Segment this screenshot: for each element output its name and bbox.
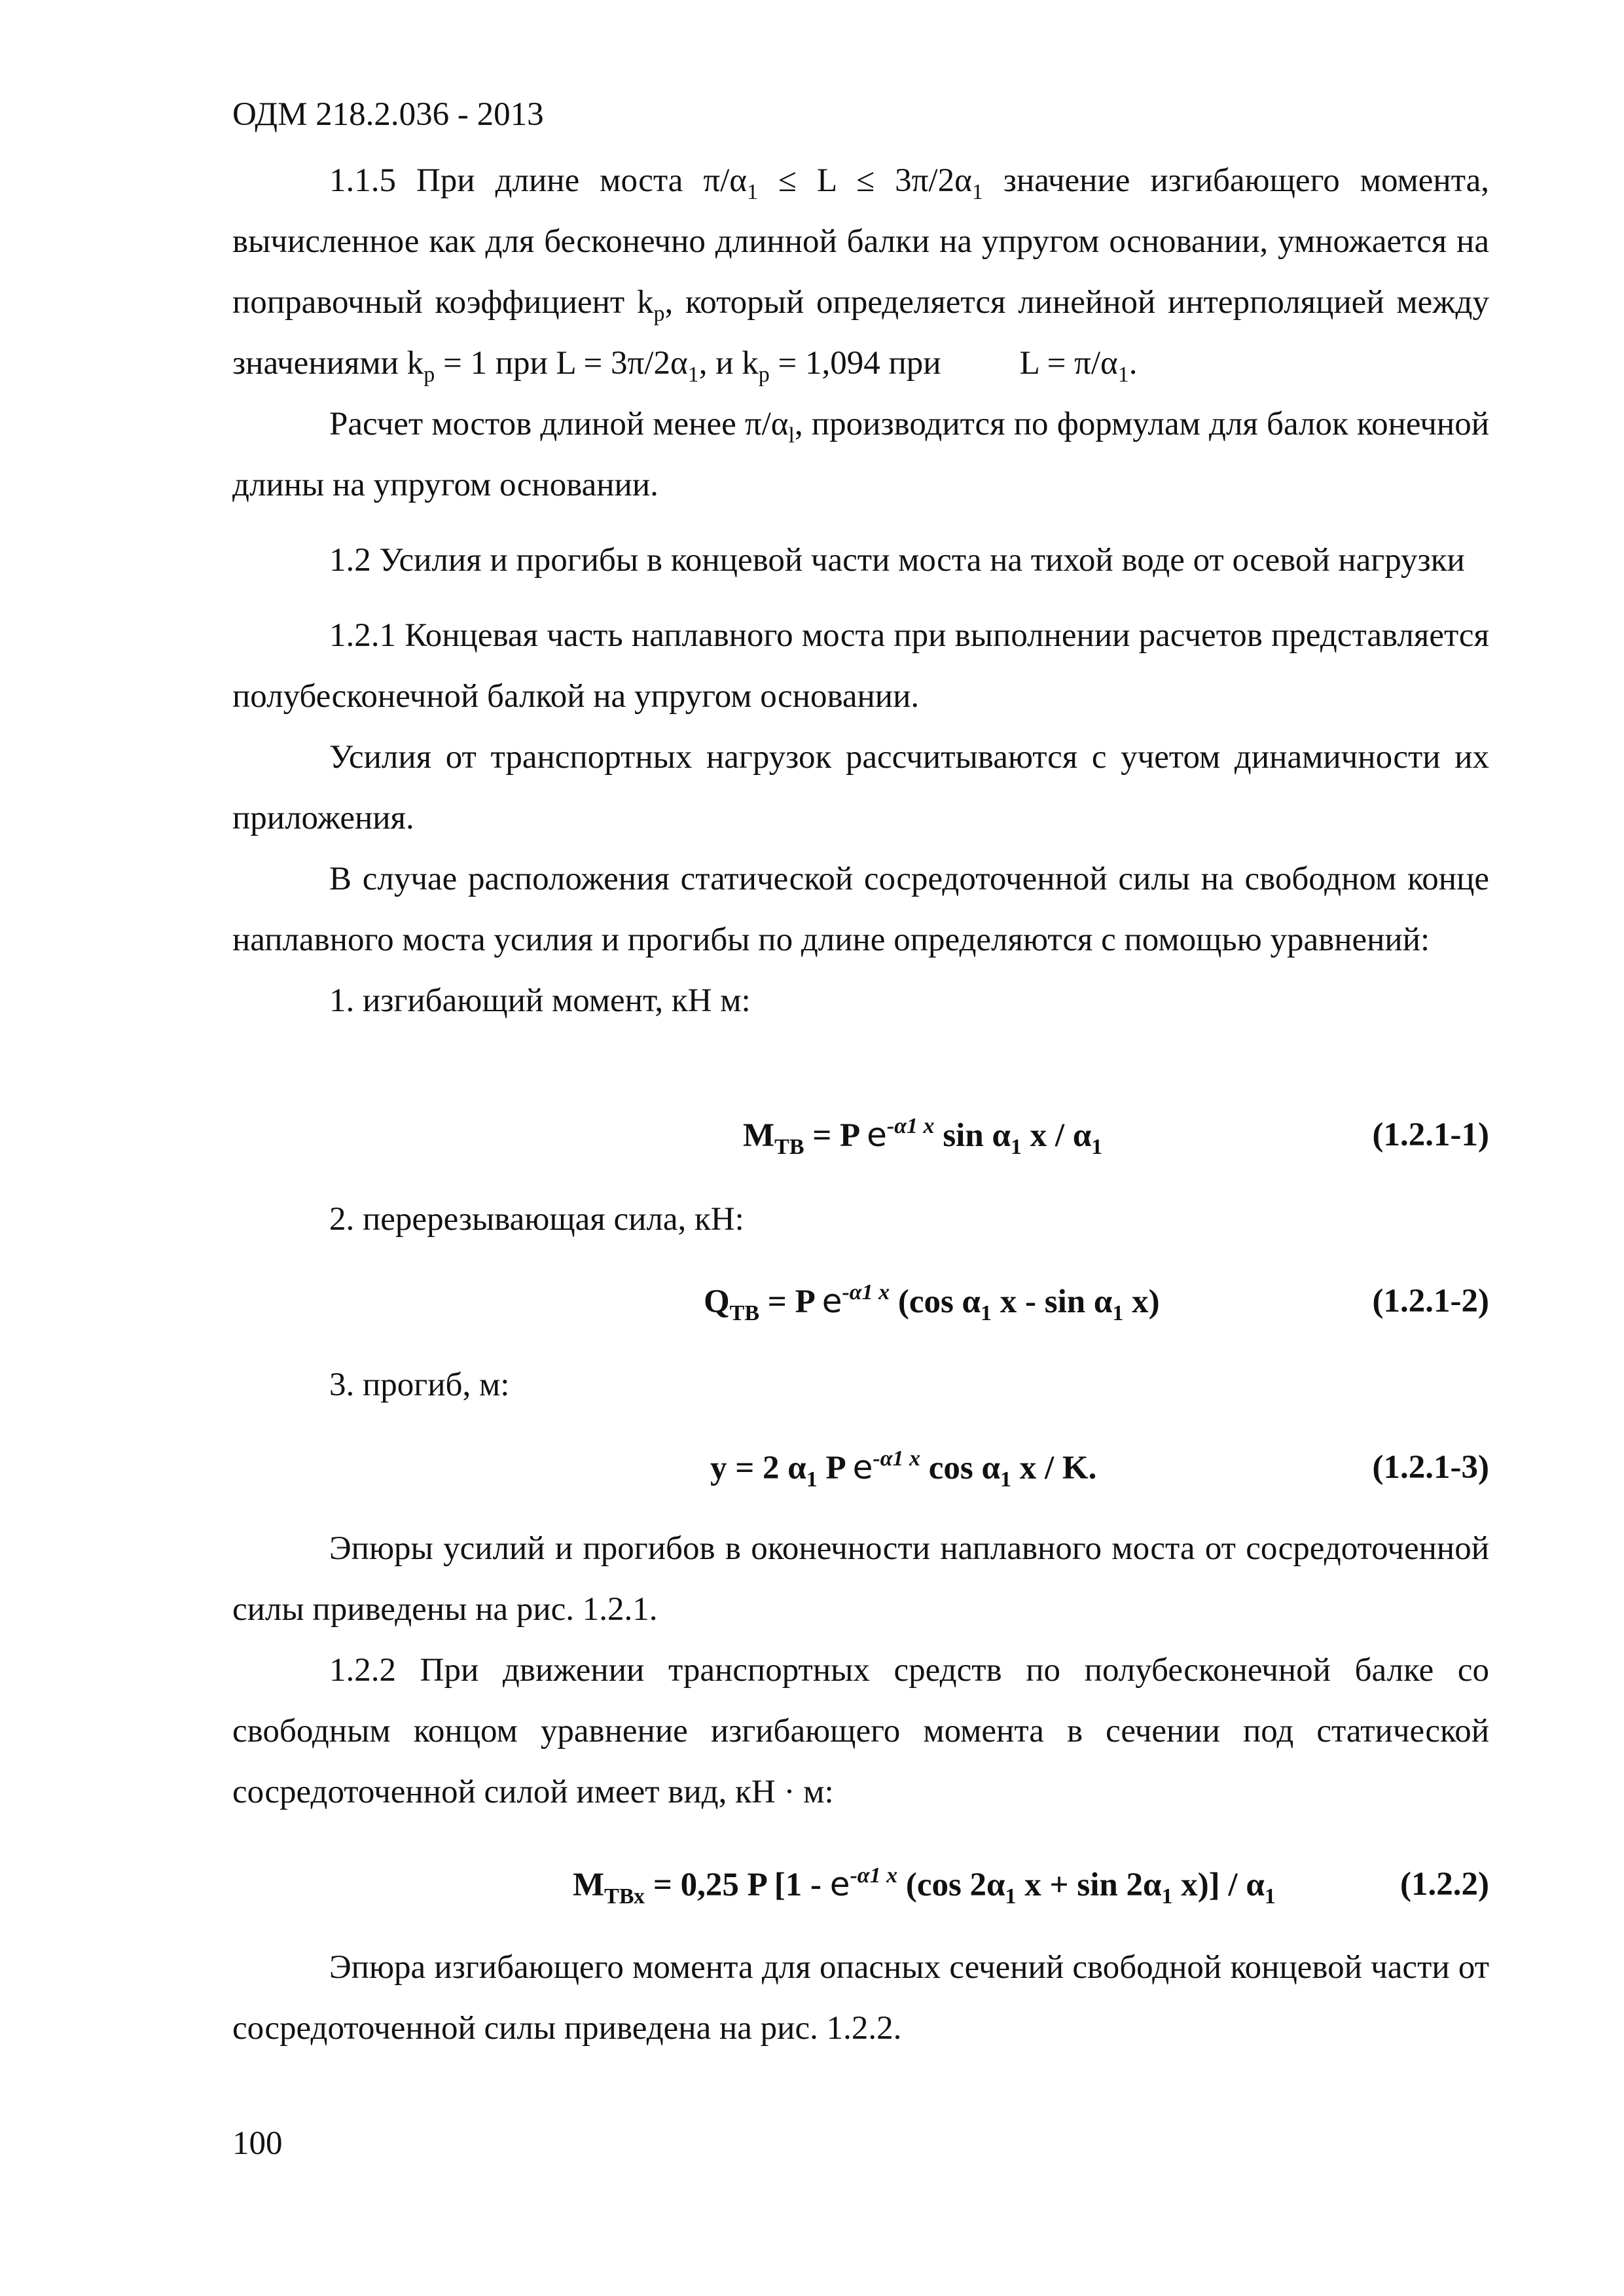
formula-number: (1.2.1-1) xyxy=(1372,1117,1489,1153)
page-number: 100 xyxy=(232,2125,283,2162)
text-item-2 xyxy=(232,1189,1489,1250)
text-block-top xyxy=(232,151,1489,1031)
paragraph-dangerous-sections: Эпюра изгибающего момента для опасных сечений свободной концевой части от сосредоточенной силы приведена на рис. 1.2.2. xyxy=(232,1949,1489,2047)
paragraph-1-1-5: 1.1.5 При длине моста $\pi/\alpha_1 \le L \le 3\pi/2\alpha_1$ значение изгибающего момента, вычисленное как для бесконечно длинной балки на упругом основании, умножается на поправочный коэффициент $k_p$, который определяется линейной интерполяцией между значениями $k_p = 1$ при $L = 3\pi/2\alpha_1$, и $k_p = 1,094$ при $L = \pi/\alpha_1$. xyxy=(232,162,1489,387)
formula-expression: $Q_{ТВ} = P$ $e^{-\alpha 1 x}$ (cos $\alpha_1$ x - $\sin \alpha_1$ x) xyxy=(704,1280,1160,1325)
item-shear-force: 2. перерезывающая сила, кН: xyxy=(329,1201,744,1238)
paragraph-diagrams-ref: Эпюры усилий и прогибов в оконечности наплавного моста от сосредоточенной силы приведены на рис. 1.2.1. xyxy=(232,1530,1489,1628)
section-heading-1-2: 1.2 Усилия и прогибы в концевой части моста на тихой воде от осевой нагрузки xyxy=(329,542,1465,579)
document-code-header: ОДМ 218.2.036 - 2013 xyxy=(232,96,544,133)
formula-expression: $M_{ТВ} = P$ $e^{-\alpha 1 x}$ $\sin \alpha_1$ x / $\alpha_1$ xyxy=(743,1114,1103,1159)
text-block-middle xyxy=(232,1518,1489,1823)
formula-1-2-1-2 xyxy=(232,1271,1489,1332)
text-block-bottom xyxy=(232,1937,1489,2059)
item-deflection: 3. прогиб, м: xyxy=(329,1367,510,1403)
paragraph-equations-intro: В случае расположения статической сосредоточенной силы на свободном конце наплавного моста усилия и прогибы по длине определяются с помощью уравнений: xyxy=(232,861,1489,958)
formula-expression: y = 2 $\alpha_1$ P $e^{-\alpha 1 x}$ $\cos \alpha_1$ x / K. xyxy=(710,1446,1097,1492)
text-item-3 xyxy=(232,1355,1489,1416)
formula-number: (1.2.2) xyxy=(1400,1866,1489,1903)
formula-1-2-2 xyxy=(232,1854,1489,1915)
formula-number: (1.2.1-3) xyxy=(1372,1449,1489,1486)
item-bending-moment: 1. изгибающий момент, кН м: xyxy=(329,982,751,1019)
formula-number: (1.2.1-2) xyxy=(1372,1283,1489,1319)
formula-1-2-1-3 xyxy=(232,1437,1489,1498)
formula-1-2-1-1 xyxy=(232,1105,1489,1166)
paragraph-1-2-1: 1.2.1 Концевая часть наплавного моста при выполнении расчетов представляется полубесконечной балкой на упругом основании. xyxy=(232,617,1489,715)
paragraph-1-2-2: 1.2.2 При движении транспортных средств по полубесконечной балке со свободным концом уравнение изгибающего момента в сечении под статической сосредоточенной силой имеет вид, кН · м: xyxy=(232,1652,1489,1810)
paragraph-dynamic-loads: Усилия от транспортных нагрузок рассчитываются с учетом динамичности их приложения. xyxy=(232,739,1489,836)
paragraph-short-bridges: Расчет мостов длиной менее $\pi/\alpha_l$, производится по формулам для балок конечной длины на упругом основании. xyxy=(232,406,1489,503)
formula-expression: $M_{ТВх} = 0,25$ P [$1 - e^{-\alpha 1 x}$ (cos $2\alpha_1$ $x + \sin 2\alpha_1$ $x)] / \alpha_1$ xyxy=(573,1863,1276,1909)
